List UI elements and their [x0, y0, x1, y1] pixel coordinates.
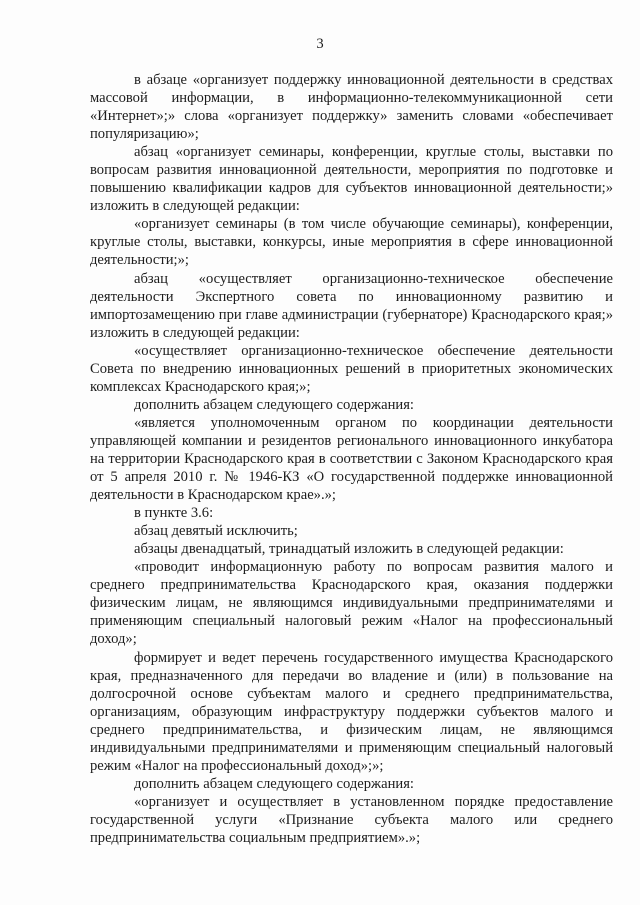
- paragraph: абзац девятый исключить;: [134, 523, 298, 540]
- paragraph: дополнить абзацем следующего содержания:: [134, 396, 414, 413]
- paragraph: «организует и осуществляет в установленном порядке предоставление государственной услуги «Признание субъекта малого или среднего предпринимательства социальным предприятием».»;: [90, 793, 613, 846]
- paragraph: «организует семинары (в том числе обучающие семинары), конференции, круглые столы, выставки, конкурсы, иные мероприятия в сфере инновационной деятельности;»;: [90, 216, 613, 269]
- paragraph: «проводит информационную работу по вопросам развития малого и среднего предпринимательства Краснодарского края, оказания поддержки физическим лицам, не являющимся индивидуальными предпринимателями и применяющим специальный налоговый режим «Налог на профессиональный доход»;: [90, 559, 613, 648]
- paragraph: абзац «организует семинары, конференции, круглые столы, выставки по вопросам развития инновационной деятельности, мероприятия по подготовке и повышению квалификации кадров для субъектов инновационной деятельности;» изложить в следующей редакции:: [90, 144, 613, 215]
- paragraph: абзацы двенадцатый, тринадцатый изложить в следующей редакции:: [134, 541, 564, 558]
- paragraph: «осуществляет организационно-техническое обеспечение деятельности Совета по внедрению инновационных решений в приоритетных экономических комплексах Краснодарского края;»;: [90, 342, 613, 395]
- paragraph: формирует и ведет перечень государственного имущества Краснодарского края, предназначенного для передачи во владение и (или) в пользование на долгосрочной основе субъектам малого и среднего предпринимательства, организациям, образующим инфраструктуру поддержки субъектов малого и среднего предпринимательства, и физическим лицам, не являющимся индивидуальными предпринимателями и применяющим специальный налоговый режим «Налог на профессиональный доход»;»;: [90, 649, 613, 774]
- page-number: 3: [316, 36, 324, 52]
- paragraph: абзац «осуществляет организационно-техническое обеспечение деятельности Экспертного совета по инновационному развитию и импортозамещению при главе администрации (губернаторе) Краснодарского края;» изложить в следующей редакции:: [90, 270, 613, 341]
- paragraph: «является уполномоченным органом по координации деятельности управляющей компании и резидентов регионального инновационного инкубатора на территории Краснодарского края в соответствии с Законом Краснодарского края от 5 апреля 2010 г. № 1946-КЗ «О государственной поддержке инновационной деятельности в Краснодарском крае».»;: [90, 414, 613, 504]
- document-body: [90, 71, 613, 847]
- paragraph: в абзаце «организует поддержку инновационной деятельности в средствах массовой информации, в информационно-телекоммуникационной сети «Интернет»;» слова «организует поддержку» заменить словами «обеспечивает популяризацию»;: [90, 72, 613, 143]
- paragraph: дополнить абзацем следующего содержания:: [134, 775, 414, 792]
- paragraph: в пункте 3.6:: [134, 505, 214, 522]
